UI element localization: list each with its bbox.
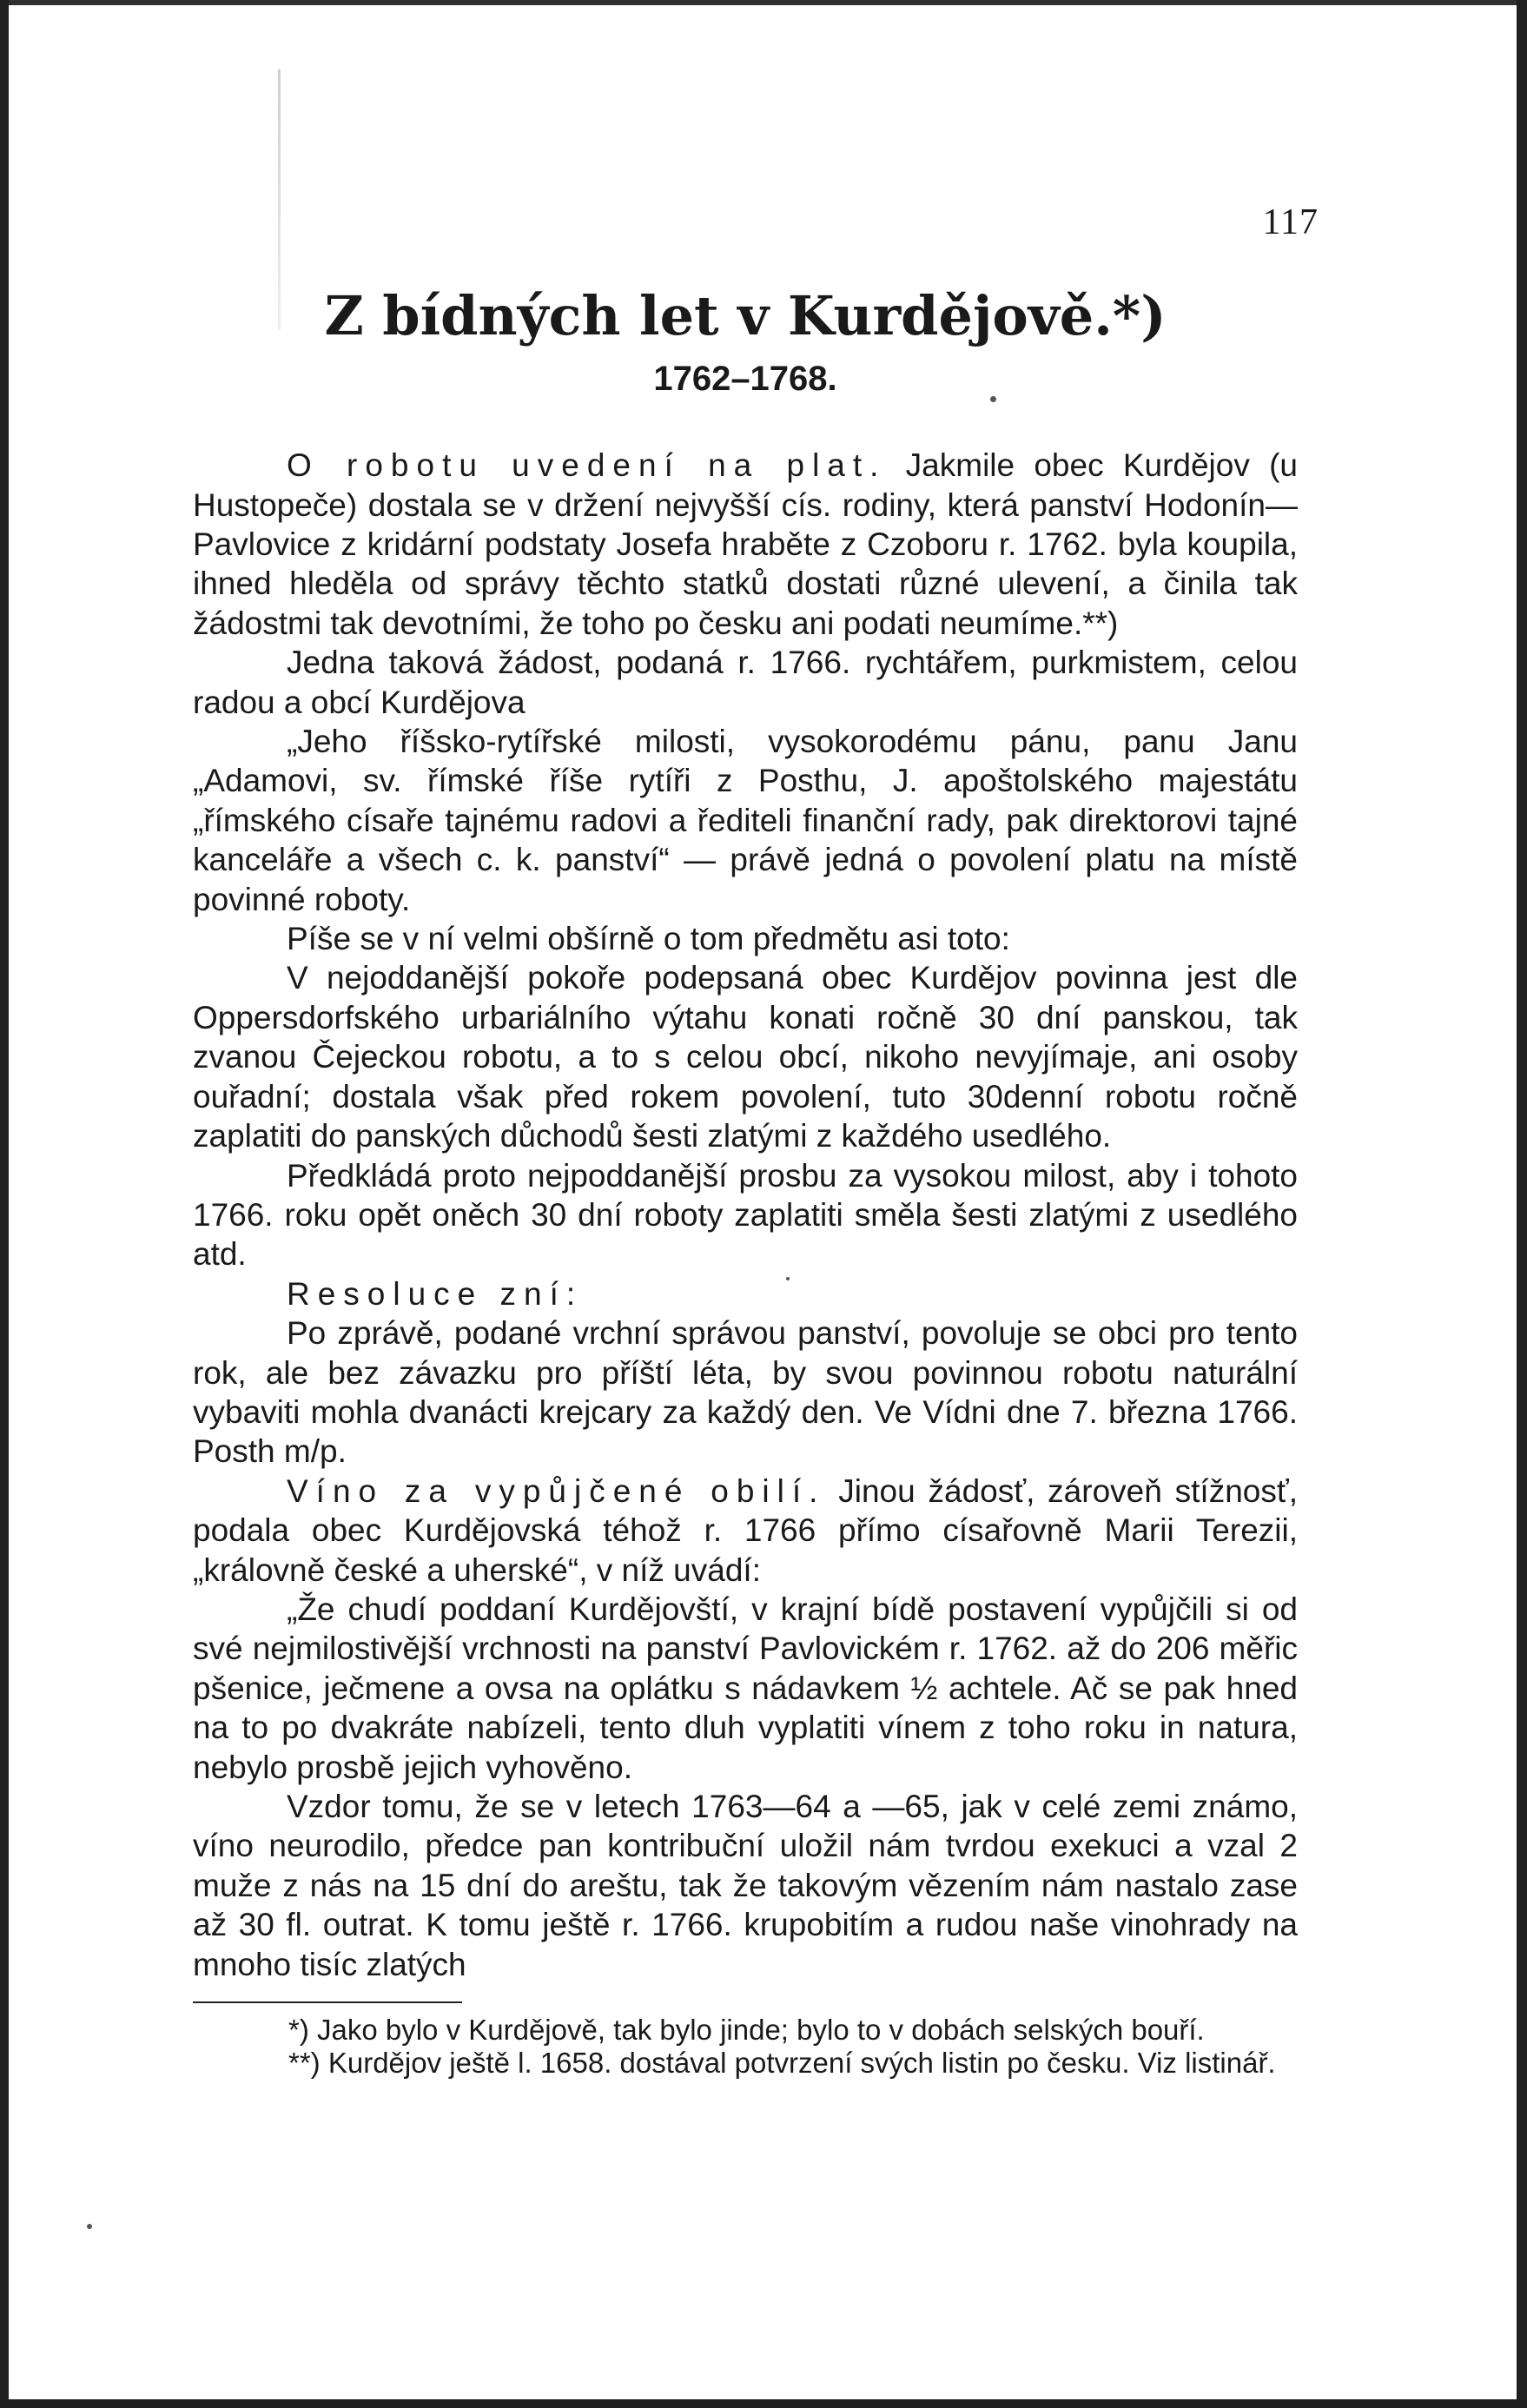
page-title: Z bídných let v Kurdějově.*) [324, 284, 1167, 347]
paragraph-text: Jakmile obec Kurdějov (u Hustopeče) dostala se v držení nejvyšší cís. rodiny, která panství Hodonín—Pavlovice z kridární podstaty Josefa hraběte z Czoboru r. 1762. byla koupila, ihned hleděla od správy těchto statků dostati různé ulevení, a činila tak žádostmi tak devotními, že toho po česku ani podati neumíme.**) [193, 447, 1298, 641]
print-speck [990, 396, 996, 402]
footnote-1: *) Jako bylo v Kurdějově, tak bylo jinde; bylo to v dobách selských bouří. [288, 2014, 1205, 2047]
paragraph-vino [193, 1472, 1298, 1590]
section-heading-vino: Víno za vypůjčené obilí. [287, 1472, 826, 1509]
footnote-divider [193, 2001, 462, 2003]
page-edge-top [0, 0, 1527, 5]
paragraph: Vzdor tomu, že se v letech 1763—64 a —65, jak v celé zemi známo, víno neurodilo, předce pan kontribuční uložil nám tvrdou exekuci a vzal 2 muže z nás na 15 dní do areštu, tak že takovým vězením nám nastalo zase až 30 fl. outrat. K tomu ještě r. 1766. krupobitím a rudou naše vinohrady na mnoho tisíc zlatých [193, 1789, 1298, 1982]
paragraph-robota [193, 446, 1298, 643]
page-edge-left [0, 0, 9, 2408]
page-content [193, 284, 1299, 2080]
page-edge-right [1517, 0, 1527, 2408]
paragraph-quote: „Jeho říšsko-rytířské milosti, vysokorodému pánu, panu Janu „Adamovi, sv. římské říše rytíři z Posthu, J. apoštolského majestátu „římského císaře tajnému radovi a řediteli finanční rady, pak direktorovi tajné kanceláře a všech c. k. panství“ — právě jedná o povolení platu na místě povinné roboty. [193, 724, 1298, 917]
paragraph: Píše se v ní velmi obšírně o tom předmětu asi toto: [287, 921, 1010, 957]
paragraph: Jedna taková žádost, podaná r. 1766. rychtářem, purkmistem, celou radou a obcí Kurdějova [193, 645, 1298, 720]
section-heading-robota: O robotu uvedení na plat. [287, 447, 887, 484]
page-edge-bottom [0, 2399, 1527, 2408]
page-subtitle: 1762–1768. [653, 360, 837, 399]
paragraph-resolution-heading [193, 1274, 1298, 1313]
footnote-2: **) Kurdějov ještě l. 1658. dostával potvrzení svých listin po česku. Viz listinář. [288, 2047, 1276, 2080]
print-speck [786, 1277, 790, 1280]
paragraph: Po zprávě, podané vrchní správou panství, povoluje se obci pro tento rok, ale bez závazku pro příští léta, by svou povinnou robotu naturální vybaviti mohla dvanácti krejcary za každý den. Ve Vídni dne 7. března 1766. Posth m/p. [193, 1315, 1298, 1470]
paragraph: V nejoddanější pokoře podepsaná obec Kurdějov povinna jest dle Oppersdorfského urbariálního výtahu konati ročně 30 dní panskou, tak zvanou Čejeckou robotu, a to s celou obcí, nikoho nevyjímaje, ani osoby ouřadní; dostala však před rokem povolení, tuto 30denní robotu ročně zaplatiti do panských důchodů šesti zlatými z každého usedlého. [193, 960, 1298, 1154]
paragraph-quote: „Že chudí poddaní Kurdějovští, v krajní bídě postavení vypůjčili si od své nejmilostivější vrchnosti na panství Pavlovickém r. 1762. až do 206 měřic pšenice, ječmene a ovsa na oplátku s nádavkem ½ achtele. Ač se pak hned na to po dvakráte nabízeli, tento dluh vyplatiti vínem z toho roku in natura, nebylo prosbě jejich vyhověno. [193, 1591, 1298, 1785]
paragraph-text: Jinou žádosť, zároveň stížnosť, podala obec Kurdějovská téhož r. 1766 přímo císařovně Marii Terezii, „královně české a uherské“, v níž uvádí: [193, 1472, 1299, 1588]
section-heading-resoluce: Resoluce zní: [287, 1275, 584, 1312]
page-number: 117 [1262, 202, 1319, 242]
print-speck [87, 2224, 92, 2229]
paragraph: Předkládá proto nejpoddanější prosbu za vysokou milost, aby i tohoto 1766. roku opět oněch 30 dní roboty zaplatiti směla šesti zlatými z usedlého atd. [193, 1157, 1298, 1273]
